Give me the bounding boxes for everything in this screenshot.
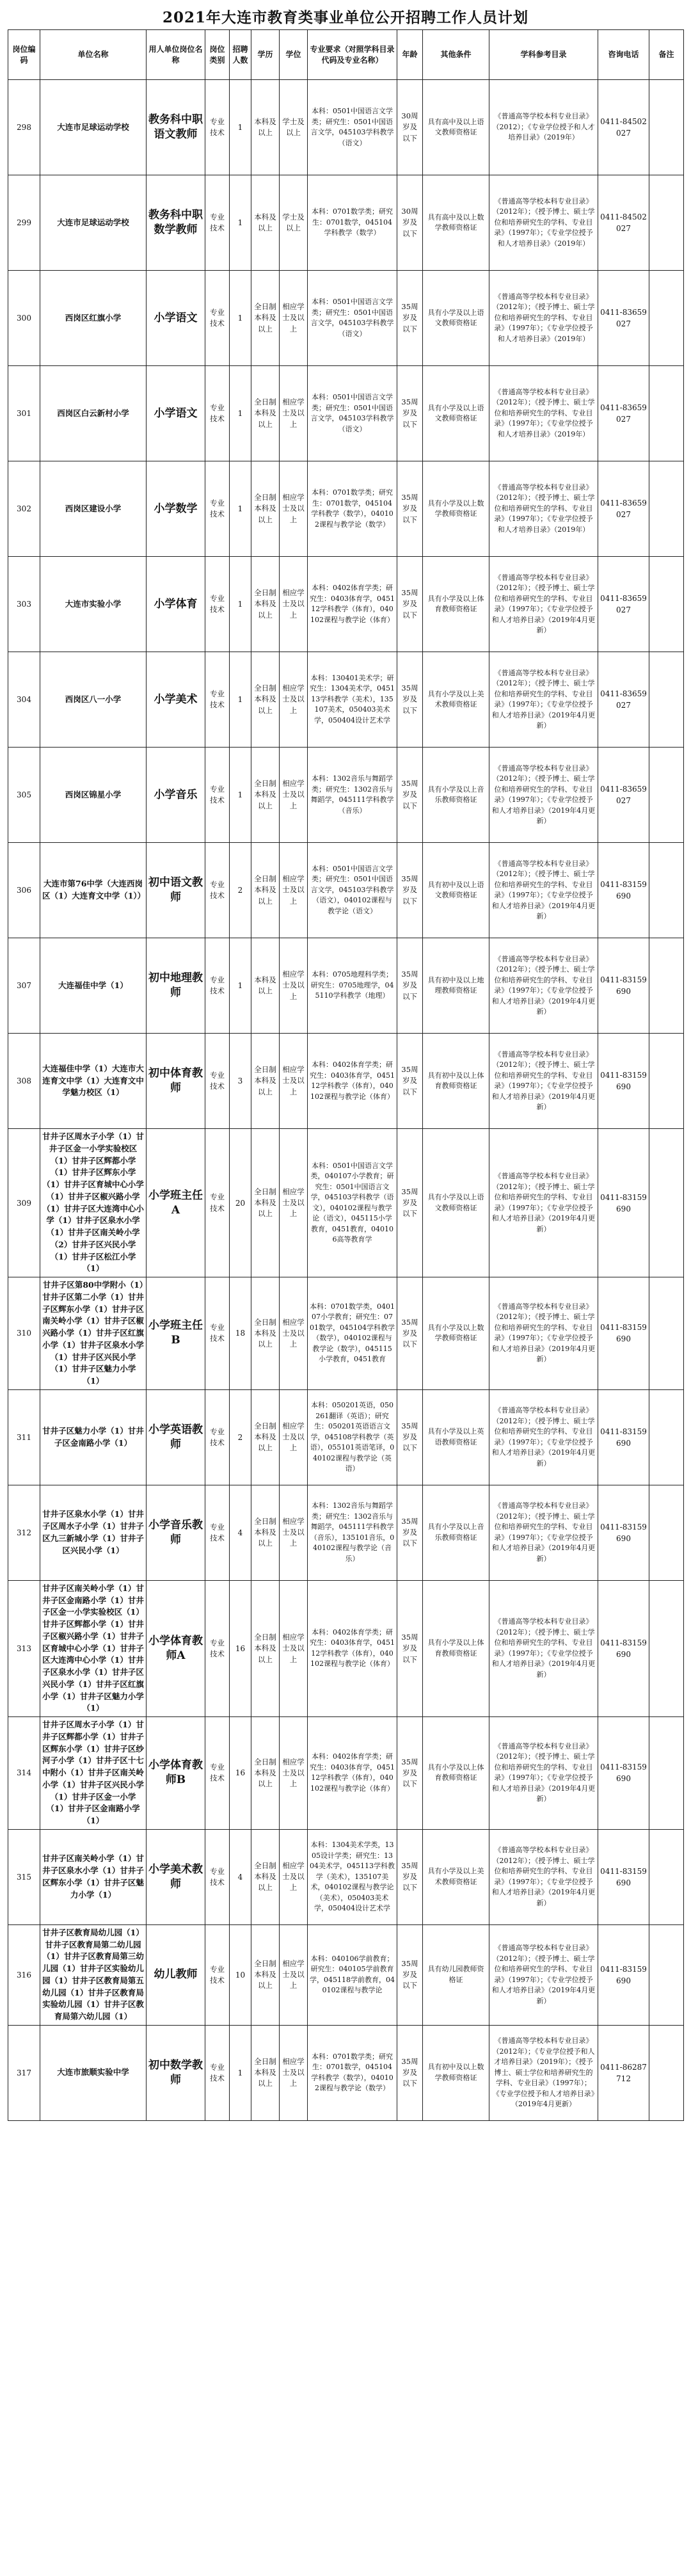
cell-major: 本科：1304美术学类，1305设计学类；研究生：1304美术学，045113学科教学（美术），135107美术，040102课程与教学论（美术），050403美术学，050404设计艺术学 <box>308 1829 397 1924</box>
header-age: 年龄 <box>397 30 423 80</box>
cell-phone: 0411-83659027 <box>598 271 649 366</box>
header-pos-code: 岗位编码 <box>8 30 40 80</box>
cell-unit-name: 西岗区八一小学 <box>40 652 147 748</box>
cell-unit-name: 大连福佳中学（1） <box>40 938 147 1034</box>
cell-degree: 相应学士及以上 <box>280 1277 308 1390</box>
header-education: 学历 <box>251 30 280 80</box>
cell-major: 本科：1302音乐与舞蹈学类；研究生：1302音乐与舞蹈学，045111学科教学（音乐），135101音乐，040102课程与教学论（音乐） <box>308 1485 397 1580</box>
cell-phone: 0411-83659027 <box>598 366 649 461</box>
table-row <box>8 843 684 938</box>
cell-note <box>649 1034 684 1129</box>
cell-category: 专业技术 <box>205 271 230 366</box>
cell-unit-name: 甘井子区泉水小学（1）甘井子区周水子小学（1）甘井子区九三新城小学（1）甘井子区兴民小学（1） <box>40 1485 147 1580</box>
table-row <box>8 80 684 175</box>
cell-education: 全日制本科及以上 <box>251 461 280 557</box>
cell-degree: 相应学士及以上 <box>280 748 308 843</box>
cell-other: 具有小学及以上体育教师资格证 <box>423 557 489 652</box>
cell-age: 35周岁及以下 <box>397 938 423 1034</box>
cell-age: 35周岁及以下 <box>397 366 423 461</box>
cell-age: 35周岁及以下 <box>397 1485 423 1580</box>
cell-major: 本科：1302音乐与舞蹈学类；研究生：1302音乐与舞蹈学，045111学科教学（音乐） <box>308 748 397 843</box>
cell-degree: 相应学士及以上 <box>280 1034 308 1129</box>
cell-unit-name: 大连市足球运动学校 <box>40 80 147 175</box>
cell-position-name: 教务科中职数学教师 <box>147 175 205 271</box>
cell-pos-code: 302 <box>8 461 40 557</box>
cell-degree: 相应学士及以上 <box>280 1485 308 1580</box>
header-category: 岗位类别 <box>205 30 230 80</box>
cell-other: 具有小学及以上体育教师资格证 <box>423 1717 489 1830</box>
cell-education: 全日制本科及以上 <box>251 2025 280 2120</box>
cell-note <box>649 843 684 938</box>
cell-position-name: 初中地理教师 <box>147 938 205 1034</box>
cell-position-name: 初中数学教师 <box>147 2025 205 2120</box>
cell-note <box>649 652 684 748</box>
cell-note <box>649 938 684 1034</box>
cell-age: 35周岁及以下 <box>397 748 423 843</box>
cell-phone: 0411-83159690 <box>598 1129 649 1277</box>
cell-pos-code: 309 <box>8 1129 40 1277</box>
cell-ref-catalog: 《普通高等学校本科专业目录》（2012年）；《授予博士、硕士学位和培养研究生的学科、专业目录》（1997年）；《专业学位授予和人才培养目录》（2019年4月更新） <box>489 938 598 1034</box>
cell-education: 全日制本科及以上 <box>251 1389 280 1485</box>
cell-age: 35周岁及以下 <box>397 1389 423 1485</box>
cell-major: 本科：0701数学类；研究生：0701数学，045104学科教学（数学），040102课程与教学论（数学） <box>308 461 397 557</box>
cell-category: 专业技术 <box>205 80 230 175</box>
header-major: 专业要求（对照学科目录代码及专业名称） <box>308 30 397 80</box>
cell-other: 具有高中及以上数学教师资格证 <box>423 175 489 271</box>
cell-age: 35周岁及以下 <box>397 461 423 557</box>
cell-age: 35周岁及以下 <box>397 1829 423 1924</box>
cell-ref-catalog: 《普通高等学校本科专业目录》（2012年）；《授予博士、硕士学位和培养研究生的学科、专业目录》（1997年）；《专业学位授予和人才培养目录》（2019年4月更新） <box>489 1829 598 1924</box>
header-position-name: 用人单位岗位名称 <box>147 30 205 80</box>
header-other: 其他条件 <box>423 30 489 80</box>
cell-pos-code: 312 <box>8 1485 40 1580</box>
cell-education: 全日制本科及以上 <box>251 1034 280 1129</box>
table-body <box>8 80 684 2121</box>
cell-ref-catalog: 《普通高等学校本科专业目录》（2012年）；《授予博士、硕士学位和培养研究生的学科、专业目录》（1997年）；《专业学位授予和人才培养目录》（2019年4月更新） <box>489 1485 598 1580</box>
cell-age: 35周岁及以下 <box>397 557 423 652</box>
cell-position-name: 初中语文教师 <box>147 843 205 938</box>
cell-ref-catalog: 《普通高等学校本科专业目录》（2012年）；《授予博士、硕士学位和培养研究生的学科、专业目录》（1997年）；《专业学位授予和人才培养目录》（2019年4月更新） <box>489 1277 598 1390</box>
table-row <box>8 271 684 366</box>
cell-note <box>649 175 684 271</box>
cell-position-name: 小学美术教师 <box>147 1829 205 1924</box>
cell-major: 本科：0701数学类，040107小学教育；研究生：0701数学，045104学科教学（数学），040102课程与教学论（数学），045115小学教育，0451教育 <box>308 1277 397 1390</box>
cell-phone: 0411-84502027 <box>598 80 649 175</box>
cell-ref-catalog: 《普通高等学校本科专业目录》（2012年）；《专业学位授予和人才培养目录》（2019年）；《授予博士、硕士学位和培养研究生的学科、专业目录》（1997年）；《专业学位授予和人才培养目录》（2019年4月更新） <box>489 2025 598 2120</box>
cell-ref-catalog: 《普通高等学校本科专业目录》（2012年）；《授予博士、硕士学位和培养研究生的学科、专业目录》（1997年）；《专业学位授予和人才培养目录》（2019年） <box>489 175 598 271</box>
cell-unit-name: 甘井子区第80中学附小（1）甘井子区第二小学（1）甘井子区辉东小学（1）甘井子区南关岭小学（1）甘井子区椒兴路小学（1）甘井子区红旗小学（1）甘井子区泉水小学（1）甘井子区兴民小学（1）甘井子区魅力小学（1） <box>40 1277 147 1390</box>
cell-age: 35周岁及以下 <box>397 1034 423 1129</box>
cell-major: 本科：0402体育学类；研究生：0403体育学，045112学科教学（体育），040102课程与教学论（体育） <box>308 1580 397 1716</box>
header-unit-name: 单位名称 <box>40 30 147 80</box>
cell-unit-name: 大连福佳中学（1）大连市大连育文中学（1）大连育文中学魅力校区（1） <box>40 1034 147 1129</box>
cell-ref-catalog: 《普通高等学校本科专业目录》（2012年）；《授予博士、硕士学位和培养研究生的学科、专业目录》（1997年）；《专业学位授予和人才培养目录》（2019年4月更新） <box>489 1580 598 1716</box>
cell-age: 35周岁及以下 <box>397 271 423 366</box>
cell-position-name: 小学音乐 <box>147 748 205 843</box>
cell-category: 专业技术 <box>205 1277 230 1390</box>
cell-major: 本科：0402体育学类；研究生：0403体育学，045112学科教学（体育），040102课程与教学论（体育） <box>308 1034 397 1129</box>
table-row <box>8 1829 684 1924</box>
header-count: 招聘人数 <box>230 30 251 80</box>
cell-degree: 相应学士及以上 <box>280 938 308 1034</box>
cell-other: 具有初中及以上体育教师资格证 <box>423 1034 489 1129</box>
cell-major: 本科：040106学前教育；研究生：040105学前教育学，045118学前教育，040102课程与教学论 <box>308 1924 397 2025</box>
table-row <box>8 1924 684 2025</box>
cell-position-name: 小学体育教师B <box>147 1717 205 1830</box>
cell-other: 具有初中及以上地理教师资格证 <box>423 938 489 1034</box>
header-phone: 咨询电话 <box>598 30 649 80</box>
cell-degree: 相应学士及以上 <box>280 1129 308 1277</box>
cell-degree: 相应学士及以上 <box>280 461 308 557</box>
cell-degree: 相应学士及以上 <box>280 652 308 748</box>
cell-count: 2 <box>230 1389 251 1485</box>
cell-education: 本科及以上 <box>251 175 280 271</box>
cell-category: 专业技术 <box>205 175 230 271</box>
cell-category: 专业技术 <box>205 557 230 652</box>
cell-degree: 相应学士及以上 <box>280 1717 308 1830</box>
cell-age: 35周岁及以下 <box>397 1580 423 1716</box>
cell-degree: 相应学士及以上 <box>280 1389 308 1485</box>
cell-phone: 0411-83159690 <box>598 843 649 938</box>
cell-pos-code: 307 <box>8 938 40 1034</box>
table-row <box>8 1389 684 1485</box>
cell-category: 专业技术 <box>205 652 230 748</box>
cell-major: 本科：0402体育学类；研究生：0403体育学，045112学科教学（体育），040102课程与教学论（体育） <box>308 1717 397 1830</box>
cell-position-name: 小学体育 <box>147 557 205 652</box>
cell-note <box>649 1717 684 1830</box>
cell-ref-catalog: 《普通高等学校本科专业目录》（2012年）；《授予博士、硕士学位和培养研究生的学科、专业目录》（1997年）；《专业学位授予和人才培养目录》（2019年） <box>489 271 598 366</box>
cell-other: 具有高中及以上语文教师资格证 <box>423 80 489 175</box>
table-row <box>8 1129 684 1277</box>
cell-note <box>649 80 684 175</box>
cell-degree: 相应学士及以上 <box>280 1580 308 1716</box>
cell-degree: 相应学士及以上 <box>280 1829 308 1924</box>
table-row <box>8 557 684 652</box>
cell-category: 专业技术 <box>205 843 230 938</box>
cell-degree: 相应学士及以上 <box>280 557 308 652</box>
cell-pos-code: 315 <box>8 1829 40 1924</box>
table-header <box>8 30 684 80</box>
cell-pos-code: 299 <box>8 175 40 271</box>
cell-count: 4 <box>230 1485 251 1580</box>
table-row <box>8 1580 684 1716</box>
cell-position-name: 小学美术 <box>147 652 205 748</box>
cell-pos-code: 301 <box>8 366 40 461</box>
cell-phone: 0411-83159690 <box>598 1485 649 1580</box>
cell-ref-catalog: 《普通高等学校本科专业目录》（2012年）；《授予博士、硕士学位和培养研究生的学科、专业目录》（1997年）；《专业学位授予和人才培养目录》（2019年4月更新） <box>489 557 598 652</box>
cell-education: 全日制本科及以上 <box>251 1129 280 1277</box>
cell-phone: 0411-83159690 <box>598 938 649 1034</box>
cell-pos-code: 317 <box>8 2025 40 2120</box>
cell-ref-catalog: 《普通高等学校本科专业目录》（2012年）；《授予博士、硕士学位和培养研究生的学科、专业目录》（1997年）；《专业学位授予和人才培养目录》（2019年4月更新） <box>489 748 598 843</box>
cell-degree: 相应学士及以上 <box>280 2025 308 2120</box>
cell-category: 专业技术 <box>205 366 230 461</box>
cell-category: 专业技术 <box>205 938 230 1034</box>
cell-phone: 0411-83159690 <box>598 1829 649 1924</box>
cell-phone: 0411-83659027 <box>598 461 649 557</box>
cell-ref-catalog: 《普通高等学校本科专业目录》（2012年）；《授予博士、硕士学位和培养研究生的学科、专业目录》（1997年）；《专业学位授予和人才培养目录》（2019年4月更新） <box>489 843 598 938</box>
cell-education: 全日制本科及以上 <box>251 843 280 938</box>
cell-pos-code: 304 <box>8 652 40 748</box>
cell-count: 20 <box>230 1129 251 1277</box>
header-row <box>8 30 684 80</box>
cell-ref-catalog: 《普通高等学校本科专业目录》（2012年）；《授予博士、硕士学位和培养研究生的学科、专业目录》（1997年）；《专业学位授予和人才培养目录》（2019年4月更新） <box>489 1389 598 1485</box>
cell-note <box>649 1129 684 1277</box>
cell-count: 1 <box>230 652 251 748</box>
cell-ref-catalog: 《普通高等学校本科专业目录》（2012年）；《授予博士、硕士学位和培养研究生的学科、专业目录》（1997年）；《专业学位授予和人才培养目录》（2019年4月更新） <box>489 1034 598 1129</box>
cell-phone: 0411-83159690 <box>598 1277 649 1390</box>
cell-major: 本科：0705地理科学类；研究生：0705地理学，045110学科教学（地理） <box>308 938 397 1034</box>
cell-count: 2 <box>230 843 251 938</box>
cell-pos-code: 305 <box>8 748 40 843</box>
cell-other: 具有小学及以上美术教师资格证 <box>423 1829 489 1924</box>
cell-pos-code: 311 <box>8 1389 40 1485</box>
cell-note <box>649 366 684 461</box>
table-row <box>8 175 684 271</box>
cell-note <box>649 1580 684 1716</box>
table-row <box>8 1717 684 1830</box>
cell-degree: 学士及以上 <box>280 80 308 175</box>
table-row <box>8 1485 684 1580</box>
cell-category: 专业技术 <box>205 1924 230 2025</box>
cell-count: 4 <box>230 1829 251 1924</box>
cell-unit-name: 大连市第76中学（大连西岗区（1）大连育文中学（1）） <box>40 843 147 938</box>
cell-other: 具有小学及以上语文教师资格证 <box>423 366 489 461</box>
cell-other: 具有小学及以上美术教师资格证 <box>423 652 489 748</box>
cell-category: 专业技术 <box>205 1034 230 1129</box>
cell-ref-catalog: 《普通高等学校本科专业目录》（2012年）；《授予博士、硕士学位和培养研究生的学科、专业目录》（1997年）；《专业学位授予和人才培养目录》（2019年4月更新） <box>489 1717 598 1830</box>
cell-category: 专业技术 <box>205 1829 230 1924</box>
cell-ref-catalog: 《普通高等学校本科专业目录》（2012年）；《授予博士、硕士学位和培养研究生的学科、专业目录》（1997年）；《专业学位授予和人才培养目录》（2019年4月更新） <box>489 1924 598 2025</box>
table-row <box>8 1034 684 1129</box>
cell-note <box>649 1389 684 1485</box>
cell-category: 专业技术 <box>205 1485 230 1580</box>
cell-ref-catalog: 《普通高等学校本科专业目录》（2012年）；《授予博士、硕士学位和培养研究生的学科、专业目录》（1997年）；《专业学位授予和人才培养目录》（2019年） <box>489 366 598 461</box>
cell-position-name: 小学语文 <box>147 366 205 461</box>
table-row <box>8 652 684 748</box>
cell-unit-name: 甘井子区南关岭小学（1）甘井子区金南路小学（1）甘井子区金一小学实验校区（1）甘井子区辉都小学（1）甘井子区椒兴路小学（1）甘井子区育城中心小学（1）甘井子区大连湾中心小学（1）甘井子区泉水小学（1）甘井子区兴民小学（1）甘井子区红旗小学（1）甘井子区魅力小学（1） <box>40 1580 147 1716</box>
cell-degree: 相应学士及以上 <box>280 1924 308 2025</box>
cell-position-name: 小学班主任B <box>147 1277 205 1390</box>
cell-position-name: 小学数学 <box>147 461 205 557</box>
cell-category: 专业技术 <box>205 1389 230 1485</box>
cell-category: 专业技术 <box>205 748 230 843</box>
cell-major: 本科：0402体育学类；研究生：0403体育学，045112学科教学（体育），040102课程与教学论（体育） <box>308 557 397 652</box>
cell-category: 专业技术 <box>205 2025 230 2120</box>
cell-unit-name: 西岗区锦星小学 <box>40 748 147 843</box>
cell-count: 1 <box>230 2025 251 2120</box>
cell-education: 本科及以上 <box>251 938 280 1034</box>
cell-age: 35周岁及以下 <box>397 1717 423 1830</box>
cell-ref-catalog: 《普通高等学校本科专业目录》（2012年）；《授予博士、硕士学位和培养研究生的学科、专业目录》（1997年）；《专业学位授予和人才培养目录》（2019年） <box>489 461 598 557</box>
cell-count: 10 <box>230 1924 251 2025</box>
cell-count: 1 <box>230 271 251 366</box>
cell-phone: 0411-83659027 <box>598 748 649 843</box>
cell-count: 1 <box>230 461 251 557</box>
cell-count: 1 <box>230 366 251 461</box>
cell-unit-name: 甘井子区教育局幼儿园（1）甘井子区教育局第二幼儿园（1）甘井子区教育局第三幼儿园（1）甘井子区实验幼儿园（1）甘井子区教育局第五幼儿园（1）甘井子区教育局实验幼儿园（1）甘井子区教育局第六幼儿园（1） <box>40 1924 147 2025</box>
cell-count: 16 <box>230 1580 251 1716</box>
table-row <box>8 366 684 461</box>
cell-position-name: 小学班主任A <box>147 1129 205 1277</box>
cell-unit-name: 甘井子区魅力小学（1）甘井子区金南路小学（1） <box>40 1389 147 1485</box>
cell-education: 全日制本科及以上 <box>251 271 280 366</box>
cell-education: 全日制本科及以上 <box>251 1924 280 2025</box>
cell-count: 3 <box>230 1034 251 1129</box>
cell-note <box>649 2025 684 2120</box>
cell-other: 具有初中及以上数学教师资格证 <box>423 2025 489 2120</box>
cell-count: 1 <box>230 938 251 1034</box>
cell-phone: 0411-83159690 <box>598 1389 649 1485</box>
cell-note <box>649 748 684 843</box>
cell-phone: 0411-83159690 <box>598 1034 649 1129</box>
cell-note <box>649 1277 684 1390</box>
cell-pos-code: 313 <box>8 1580 40 1716</box>
cell-other: 具有小学及以上音乐教师资格证 <box>423 748 489 843</box>
cell-count: 18 <box>230 1277 251 1390</box>
cell-unit-name: 西岗区白云新村小学 <box>40 366 147 461</box>
cell-count: 1 <box>230 175 251 271</box>
cell-degree: 相应学士及以上 <box>280 843 308 938</box>
cell-unit-name: 甘井子区南关岭小学（1）甘井子区泉水小学（1）甘井子区辉东小学（1）甘井子区魅力小学（1） <box>40 1829 147 1924</box>
cell-category: 专业技术 <box>205 1580 230 1716</box>
cell-major: 本科：0701数学类；研究生：0701数学，045104学科教学（数学） <box>308 175 397 271</box>
cell-other: 具有小学及以上体育教师资格证 <box>423 1580 489 1716</box>
cell-pos-code: 306 <box>8 843 40 938</box>
cell-note <box>649 1829 684 1924</box>
document-title: 2021年大连市教育类事业单位公开招聘工作人员计划 <box>162 9 528 26</box>
cell-phone: 0411-83159690 <box>598 1717 649 1830</box>
cell-pos-code: 314 <box>8 1717 40 1830</box>
header-degree: 学位 <box>280 30 308 80</box>
cell-position-name: 小学英语教师 <box>147 1389 205 1485</box>
cell-ref-catalog: 《普通高等学校本科专业目录》（2012年）；《授予博士、硕士学位和培养研究生的学科、专业目录》（1997年）；《专业学位授予和人才培养目录》（2019年4月更新） <box>489 1129 598 1277</box>
cell-pos-code: 310 <box>8 1277 40 1390</box>
cell-unit-name: 大连市旅顺实验中学 <box>40 2025 147 2120</box>
cell-category: 专业技术 <box>205 461 230 557</box>
cell-position-name: 教务科中职语文教师 <box>147 80 205 175</box>
cell-major: 本科：0501中国语言文学类；研究生：0501中国语言文学，045103学科教学（语文） <box>308 80 397 175</box>
cell-position-name: 幼儿教师 <box>147 1924 205 2025</box>
cell-age: 35周岁及以下 <box>397 1924 423 2025</box>
recruitment-plan-table <box>8 29 684 2121</box>
cell-education: 本科及以上 <box>251 80 280 175</box>
cell-education: 全日制本科及以上 <box>251 748 280 843</box>
cell-age: 30周岁及以下 <box>397 80 423 175</box>
cell-ref-catalog: 《普通高等学校本科专业目录》（2012）；《专业学位授予和人才培养目录》（2019年） <box>489 80 598 175</box>
cell-phone: 0411-86287712 <box>598 2025 649 2120</box>
cell-age: 30周岁及以下 <box>397 175 423 271</box>
cell-degree: 学士及以上 <box>280 175 308 271</box>
cell-major: 本科：050201英语，050261翻译（英语）；研究生：050201英语语言文学，045108学科教学（英语），055101英语笔译，040102课程与教学论（英语） <box>308 1389 397 1485</box>
cell-position-name: 小学体育教师A <box>147 1580 205 1716</box>
cell-major: 本科：0501中国语言文学类；研究生：0501中国语言文学，045103学科教学（语文），040102课程与教学论（语文） <box>308 843 397 938</box>
cell-education: 全日制本科及以上 <box>251 1717 280 1830</box>
cell-unit-name: 大连市实验小学 <box>40 557 147 652</box>
header-note: 备注 <box>649 30 684 80</box>
table-row <box>8 1277 684 1390</box>
cell-note <box>649 1924 684 2025</box>
cell-other: 具有小学及以上英语教师资格证 <box>423 1389 489 1485</box>
cell-unit-name: 西岗区红旗小学 <box>40 271 147 366</box>
header-ref-catalog: 学科参考目录 <box>489 30 598 80</box>
cell-pos-code: 316 <box>8 1924 40 2025</box>
cell-education: 全日制本科及以上 <box>251 557 280 652</box>
cell-major: 本科：130401美术学；研究生：1304美术学，045113学科教学（美术），135107美术，050403美术学，050404设计艺术学 <box>308 652 397 748</box>
cell-phone: 0411-84502027 <box>598 175 649 271</box>
cell-age: 35周岁及以下 <box>397 843 423 938</box>
cell-pos-code: 298 <box>8 80 40 175</box>
cell-count: 16 <box>230 1717 251 1830</box>
cell-education: 全日制本科及以上 <box>251 652 280 748</box>
cell-age: 35周岁及以下 <box>397 652 423 748</box>
cell-education: 全日制本科及以上 <box>251 1277 280 1390</box>
table-row <box>8 938 684 1034</box>
cell-degree: 相应学士及以上 <box>280 271 308 366</box>
cell-major: 本科：0701数学类；研究生：0701数学，045104学科教学（数学），040102课程与教学论（数学） <box>308 2025 397 2120</box>
cell-phone: 0411-83159690 <box>598 1580 649 1716</box>
cell-major: 本科：0501中国语言文学类；研究生：0501中国语言文学，045103学科教学（语文） <box>308 271 397 366</box>
cell-education: 全日制本科及以上 <box>251 366 280 461</box>
cell-major: 本科：0501中国语言文学类；研究生：0501中国语言文学，045103学科教学（语文） <box>308 366 397 461</box>
cell-category: 专业技术 <box>205 1129 230 1277</box>
cell-note <box>649 1485 684 1580</box>
cell-education: 全日制本科及以上 <box>251 1829 280 1924</box>
cell-age: 35周岁及以下 <box>397 1129 423 1277</box>
cell-unit-name: 甘井子区周水子小学（1）甘井子区辉都小学（1）甘井子区辉东小学（1）甘井子区纱河子小学（1）甘井子区十七中附小（1）甘井子区南关岭小学（1）甘井子区兴民小学（1）甘井子区金一小学（1）甘井子区金南路小学（1） <box>40 1717 147 1830</box>
cell-unit-name: 大连市足球运动学校 <box>40 175 147 271</box>
cell-other: 具有小学及以上音乐教师资格证 <box>423 1485 489 1580</box>
table-row <box>8 2025 684 2120</box>
cell-count: 1 <box>230 80 251 175</box>
cell-age: 35周岁及以下 <box>397 2025 423 2120</box>
cell-pos-code: 300 <box>8 271 40 366</box>
cell-education: 全日制本科及以上 <box>251 1580 280 1716</box>
cell-count: 1 <box>230 557 251 652</box>
cell-other: 具有小学及以上数学教师资格证 <box>423 1277 489 1390</box>
cell-position-name: 初中体育教师 <box>147 1034 205 1129</box>
table-row <box>8 748 684 843</box>
cell-other: 具有幼儿园教师资格证 <box>423 1924 489 2025</box>
cell-note <box>649 461 684 557</box>
cell-other: 具有小学及以上语文教师资格证 <box>423 1129 489 1277</box>
cell-unit-name: 甘井子区周水子小学（1）甘井子区金一小学实验校区（1）甘井子区辉都小学（1）甘井子区辉东小学（1）甘井子区育城中心小学（1）甘井子区椒兴路小学（1）甘井子区大连湾中心小学（1）甘井子区泉水小学（1）甘井子区南关岭小学（2）甘井子区兴民小学（1）甘井子区松江小学（1） <box>40 1129 147 1277</box>
cell-degree: 相应学士及以上 <box>280 366 308 461</box>
cell-major: 本科：0501中国语言文学类，040107小学教育；研究生：0501中国语言文学，045103学科教学（语文），040102课程与教学论（语文），045115小学教育，0451教育，040106高等教育学 <box>308 1129 397 1277</box>
cell-count: 1 <box>230 748 251 843</box>
cell-note <box>649 557 684 652</box>
cell-other: 具有小学及以上数学教师资格证 <box>423 461 489 557</box>
cell-phone: 0411-83659027 <box>598 652 649 748</box>
cell-ref-catalog: 《普通高等学校本科专业目录》（2012年）；《授予博士、硕士学位和培养研究生的学科、专业目录》（1997年）；《专业学位授予和人才培养目录》（2019年4月更新） <box>489 652 598 748</box>
cell-position-name: 小学音乐教师 <box>147 1485 205 1580</box>
cell-position-name: 小学语文 <box>147 271 205 366</box>
cell-pos-code: 308 <box>8 1034 40 1129</box>
cell-pos-code: 303 <box>8 557 40 652</box>
cell-age: 35周岁及以下 <box>397 1277 423 1390</box>
cell-other: 具有初中及以上语文教师资格证 <box>423 843 489 938</box>
cell-education: 全日制本科及以上 <box>251 1485 280 1580</box>
cell-phone: 0411-83159690 <box>598 1924 649 2025</box>
cell-category: 专业技术 <box>205 1717 230 1830</box>
cell-other: 具有小学及以上语文教师资格证 <box>423 271 489 366</box>
cell-phone: 0411-83659027 <box>598 557 649 652</box>
cell-note <box>649 271 684 366</box>
table-row <box>8 461 684 557</box>
cell-unit-name: 西岗区建设小学 <box>40 461 147 557</box>
